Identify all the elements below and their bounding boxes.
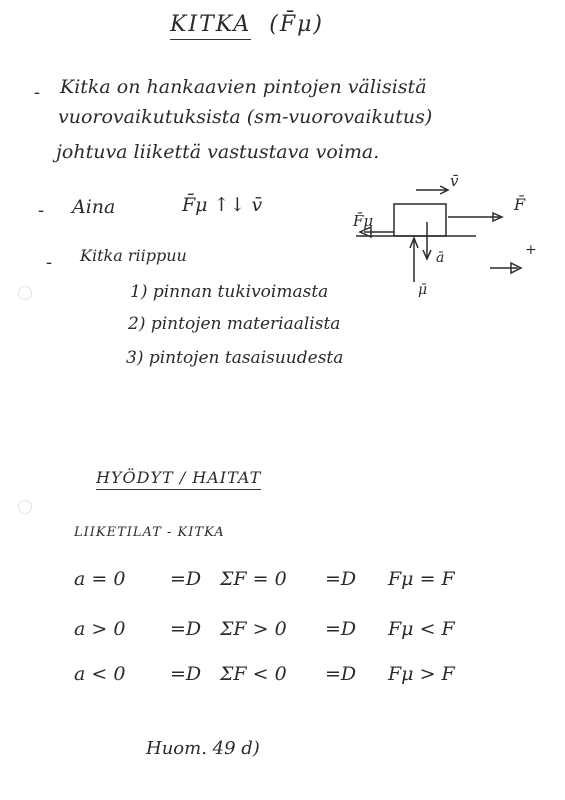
row2-implies-2: =D [325,618,357,640]
row2-condition: a > 0 [74,618,126,640]
aina-label: Aina [72,196,116,218]
label-mu: μ̄ [418,282,428,298]
row2-result: Fμ < F [388,618,455,640]
row1-result: Fμ = F [388,568,455,590]
definition-line-1: Kitka on hankaavien pintojen välisistä [60,76,427,98]
label-F: F̄ [514,195,526,214]
label-v: v̄ [450,172,459,190]
row1-implies-2: =D [325,568,357,590]
row1-condition: a = 0 [74,568,126,590]
depends-item-2: 2) pintojen materiaalista [128,314,341,334]
label-a: ā [436,250,445,266]
label-Fmu: F̄μ [353,212,374,230]
depends-item-3: 3) pintojen tasaisuudesta [126,348,344,368]
section-title: HYÖDYT / HAITAT [96,470,261,490]
row1-implies-1: =D [170,568,202,590]
label-plus: + [525,242,537,258]
row3-condition: a < 0 [74,663,126,685]
subsection-title: LIIKETILAT - KITKA [74,525,225,540]
depends-label: Kitka riippuu [80,246,187,265]
bullet-dash: - [38,200,45,221]
row3-result: Fμ > F [388,663,455,685]
definition-line-2: vuorovaikutuksista (sm-vuorovaikutus) [58,106,433,128]
row3-implies-2: =D [325,663,357,685]
row3-sum: ΣF < 0 [220,663,287,685]
title-text: KITKA [170,12,251,40]
title-symbol: (F̄μ) [269,12,324,37]
block-shape [394,204,446,236]
bullet-dash: - [46,252,53,273]
aina-relation: F̄μ ↑↓ v̄ [182,194,263,216]
row3-implies-1: =D [170,663,202,685]
row2-sum: ΣF > 0 [220,618,287,640]
definition-line-3: johtuva liikettä vastustava voima. [56,141,380,163]
reference-note: Huom. 49 d) [146,738,260,759]
depends-item-1: 1) pinnan tukivoimasta [130,282,329,302]
bullet-dash: - [34,82,41,103]
row2-implies-1: =D [170,618,202,640]
row1-sum: ΣF = 0 [220,568,287,590]
